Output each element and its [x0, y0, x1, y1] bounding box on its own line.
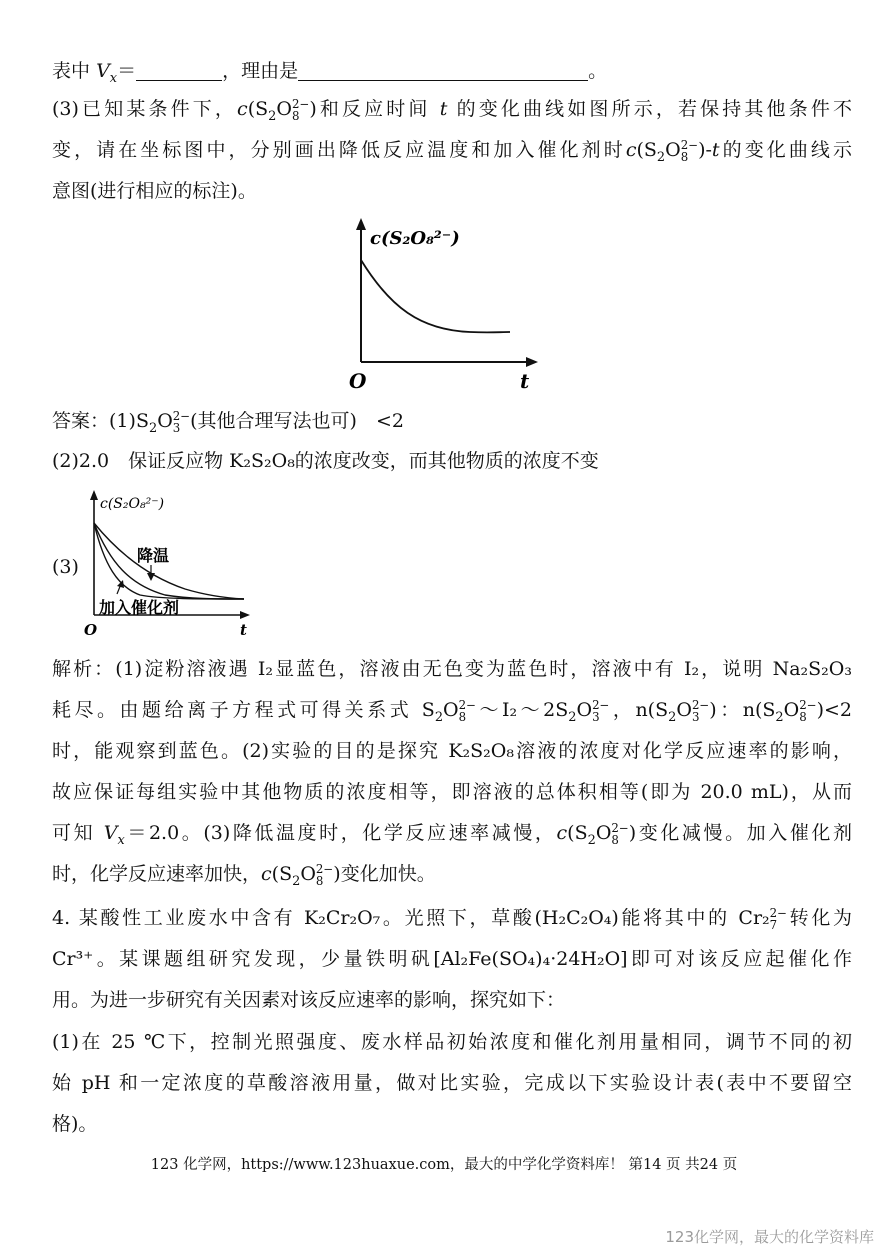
- o: O: [595, 822, 612, 844]
- sub: 3: [172, 420, 181, 435]
- text: (1): [109, 410, 136, 432]
- text: 始 pH 和一定浓度的草酸溶液用量，做对比实验，完成以下实验设计表(表中不要留空: [52, 1072, 852, 1094]
- text: (1)在 25 ℃下，控制光照强度、废水样品初始浓度和催化剂用量相同，调节不同的初: [52, 1031, 852, 1053]
- text: Cr³⁺。某课题组研究发现，少量铁明矾[Al₂Fe(SO₄)₄·24H₂O]即可对该反应起催化作: [52, 948, 852, 970]
- s: S: [643, 139, 657, 161]
- charge: 2−: [691, 697, 710, 712]
- ion-script: [172, 408, 191, 435]
- cooling-label: 降温: [137, 546, 170, 565]
- text: ～I₂～2: [475, 699, 556, 721]
- analysis-line-4: [52, 772, 852, 812]
- text: (其他合理写法也可) <2: [190, 410, 404, 432]
- answer-blank-vx[interactable]: [136, 58, 222, 81]
- text: 耗尽。由题给离子方程式可得关系式: [52, 699, 422, 721]
- analysis-line-2: [52, 690, 852, 730]
- text: 格)。: [52, 1113, 98, 1135]
- text: 4. 某酸性工业废水中含有 K₂Cr₂O₇。光照下，草酸(H₂C₂O₄)能将其中的 Cr₂: [52, 907, 770, 929]
- sub: 3: [691, 709, 700, 724]
- text: 变化加快。: [340, 863, 436, 885]
- answer-chart[interactable]: [0, 485, 888, 645]
- catalyst-label: 加入催化剂: [99, 598, 180, 617]
- vx-sub: x: [117, 832, 125, 848]
- charge: 2−: [172, 408, 191, 423]
- s: S: [421, 699, 435, 721]
- text: (3)已知某条件下，: [52, 98, 238, 120]
- charge: 2−: [769, 905, 788, 920]
- origin-label: O: [349, 369, 367, 393]
- t-symbol: t: [439, 98, 448, 120]
- vx-symbol: V: [96, 60, 110, 82]
- sub: 8: [680, 149, 689, 164]
- s: S: [135, 410, 149, 432]
- s: S: [655, 699, 669, 721]
- q4-line-4: [52, 1022, 852, 1062]
- sub: 2: [668, 709, 677, 725]
- q4-line-2: [52, 939, 852, 979]
- s: S: [255, 98, 269, 120]
- paren: (: [636, 139, 644, 161]
- y-axis-label: c(S₂O₈²⁻): [370, 228, 460, 249]
- paren: ): [698, 139, 706, 161]
- c-symbol: c: [261, 863, 272, 885]
- page-footer: 123 化学网，https://www.123huaxue.com，最大的中学化学资料库！ 第14 页 共24 页: [150, 1157, 738, 1173]
- sub: 8: [291, 108, 300, 123]
- charge: 2−: [291, 96, 310, 111]
- ion-script: [611, 820, 629, 847]
- y-axis-label: c(S₂O₈²⁻): [100, 496, 165, 512]
- o: O: [276, 98, 292, 120]
- x-axis-label: t: [520, 369, 530, 393]
- sub: 2: [568, 709, 577, 725]
- text: 转化为: [787, 907, 852, 929]
- sub: 2: [775, 709, 784, 725]
- sub: 2: [148, 420, 158, 436]
- paren: ): [309, 98, 317, 120]
- q3-prev-line: [52, 51, 852, 91]
- text: 。: [588, 60, 608, 82]
- q3-line-3: [52, 171, 852, 211]
- vx-sub: x: [109, 70, 118, 86]
- analysis-line-6: [52, 854, 852, 894]
- text: 表中: [52, 60, 91, 82]
- o: O: [665, 139, 681, 161]
- ion-script: [592, 697, 610, 724]
- analysis-line-3: [52, 731, 852, 771]
- s: S: [574, 822, 588, 844]
- charge: 2−: [315, 861, 334, 876]
- text: ，n(: [609, 699, 656, 721]
- sub: 8: [458, 709, 467, 724]
- sub: 7: [769, 917, 778, 932]
- o: O: [576, 699, 593, 721]
- charge: 2−: [680, 137, 699, 152]
- text: 和反应时间: [316, 98, 431, 120]
- text: 意图(进行相应的标注)。: [52, 180, 257, 202]
- sub: 8: [315, 873, 324, 888]
- sub: 8: [611, 832, 619, 847]
- q4-line-6: [52, 1104, 852, 1144]
- analysis-label: 解析：: [52, 658, 116, 680]
- text: 的变化曲线示: [719, 139, 852, 161]
- charge: 2−: [611, 820, 629, 835]
- text: (3): [52, 556, 79, 578]
- text: -: [705, 139, 712, 161]
- text: 可知: [52, 822, 104, 844]
- y-axis-arrow: [356, 218, 366, 230]
- concentration-time-chart[interactable]: [0, 212, 888, 412]
- ion-script: [291, 96, 310, 123]
- sub: 2: [268, 108, 277, 124]
- paren: ): [333, 863, 341, 885]
- cooling-arrow-head: [147, 573, 155, 581]
- c-symbol: c: [237, 98, 248, 120]
- analysis-line-1: [52, 649, 852, 689]
- text: )：n(: [709, 699, 763, 721]
- sub: 2: [292, 873, 301, 889]
- charge: 2−: [799, 697, 817, 712]
- ion-script: [680, 137, 699, 164]
- o: O: [157, 410, 173, 432]
- q4-line-5: [52, 1063, 852, 1103]
- text: )<2: [816, 699, 852, 721]
- text: ，理由是: [222, 60, 299, 82]
- ion-script: [769, 905, 788, 932]
- y-axis-arrow: [90, 490, 98, 500]
- analysis-line-5: [52, 813, 852, 853]
- text: 变化减慢。加入催化剂: [636, 822, 852, 844]
- c-symbol: c: [625, 139, 637, 161]
- charge: 2−: [592, 697, 610, 712]
- paren: (: [247, 98, 256, 120]
- ion-script: [691, 697, 710, 724]
- s: S: [762, 699, 776, 721]
- paren: ): [628, 822, 637, 844]
- paren: (: [271, 863, 280, 885]
- watermark: 123化学网，最大的化学资料库: [665, 1228, 874, 1246]
- answer-line-2: [52, 441, 852, 481]
- c-symbol: c: [556, 822, 568, 844]
- text: (2)2.0 保证反应物 K₂S₂O₈的浓度改变，而其他物质的浓度不变: [52, 450, 599, 472]
- text: 时，化学反应速率加快，: [52, 863, 262, 885]
- answer-blank-reason[interactable]: [298, 58, 588, 81]
- o: O: [783, 699, 800, 721]
- q4-line-1: [52, 898, 852, 938]
- sub: 2: [434, 709, 444, 725]
- o: O: [676, 699, 692, 721]
- text: ＝2.0。(3)降低温度时，化学反应速率减慢，: [124, 822, 557, 844]
- text: (1)淀粉溶液遇 I₂显蓝色，溶液由无色变为蓝色时，溶液中有 I₂，说明 Na₂S₂O₃: [115, 658, 852, 680]
- answer-label: 答案：: [52, 410, 110, 432]
- sub: 3: [592, 709, 600, 724]
- s: S: [279, 863, 293, 885]
- q3-line-2: [52, 130, 852, 170]
- text: 变，请在坐标图中，分别画出降低反应温度和加入催化剂时: [52, 139, 626, 161]
- sub: 8: [799, 709, 807, 724]
- q4-line-3: [52, 980, 852, 1020]
- ion-script: [458, 697, 476, 724]
- text: 用。为进一步研究有关因素对该反应速率的影响，探究如下：: [52, 989, 566, 1011]
- paren: (: [567, 822, 575, 844]
- eq: ＝: [117, 60, 137, 82]
- origin-label: O: [84, 621, 98, 639]
- decay-curve: [361, 260, 510, 332]
- ion-script: [315, 861, 334, 888]
- charge: 2−: [458, 697, 476, 712]
- o: O: [443, 699, 459, 721]
- x-axis-arrow: [526, 357, 538, 367]
- text: 的变化曲线如图所示，若保持其他条件不: [456, 98, 852, 120]
- answer-line-1: [52, 401, 852, 441]
- text: 故应保证每组实验中其他物质的浓度相等，即溶液的总体积相等(即为 20.0 mL)，从而: [52, 781, 852, 803]
- vx-symbol: V: [103, 822, 118, 844]
- o: O: [300, 863, 316, 885]
- text: 时，能观察到蓝色。(2)实验的目的是探究 K₂S₂O₈溶液的浓度对化学反应速率的影响，: [52, 740, 852, 762]
- q3-line-1: [52, 89, 852, 129]
- sub: 2: [656, 149, 666, 165]
- x-axis-arrow: [240, 611, 250, 619]
- sub: 2: [587, 832, 596, 848]
- s: S: [555, 699, 569, 721]
- x-axis-label: t: [240, 621, 247, 639]
- ion-script: [799, 697, 817, 724]
- t-symbol: t: [711, 139, 720, 161]
